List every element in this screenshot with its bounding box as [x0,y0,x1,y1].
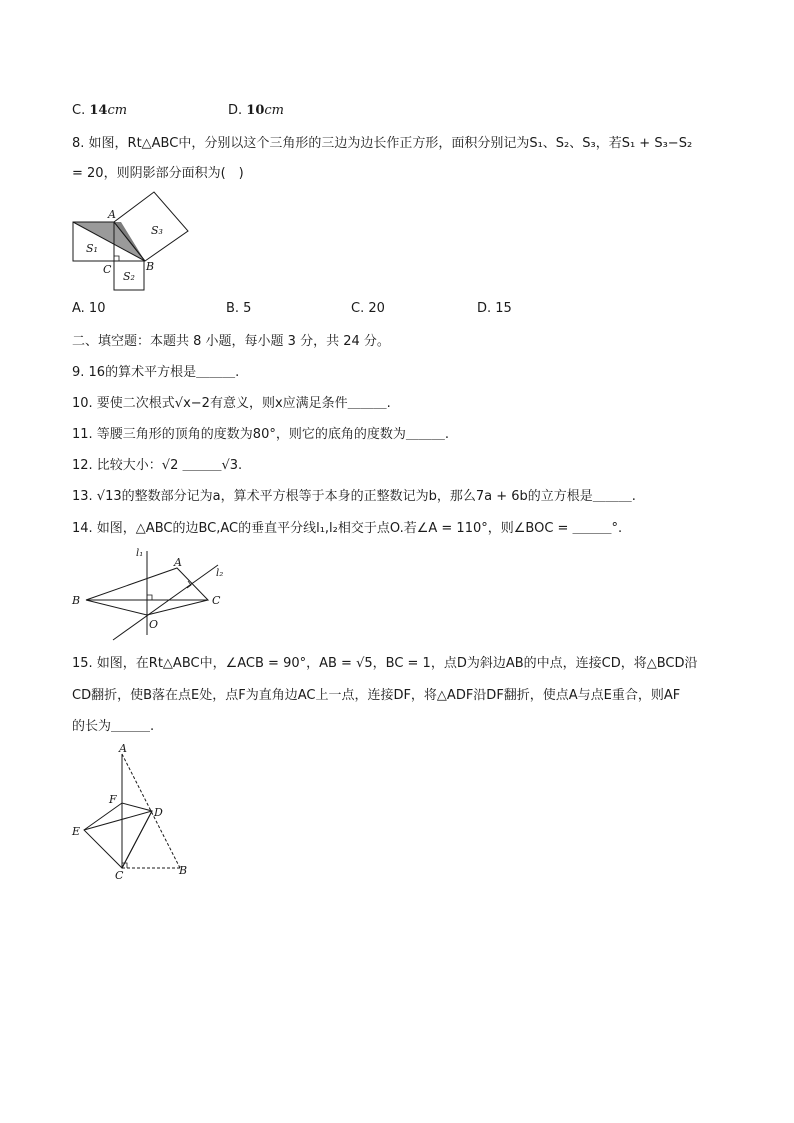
q8-label-b: B [146,260,155,273]
q7-option-d: D. 10cm [228,103,284,118]
q15-label-c: C [115,869,124,880]
q15-label-e: E [72,825,81,838]
q14-label-l1: l₁ [136,548,144,559]
q15-line3: 的长为＿＿＿. [72,719,155,734]
q14-right-angle-l1 [147,595,152,600]
q12: 12. 比较大小：√2 ＿＿＿√3. [72,458,243,473]
q14-line-l2 [113,565,218,640]
q7-option-c: C. 14cm [72,103,128,118]
q10: 10. 要使二次根式√x−2有意义，则x应满足条件＿＿＿. [72,396,391,411]
q8-figure [66,188,196,296]
q15-label-b: B [179,864,188,877]
q15-label-d: D [154,806,163,819]
q14-label-c: C [212,594,221,607]
q15-segment-ed [84,811,152,830]
q14-label-b: B [72,594,81,607]
q14-segment-bo [86,600,147,615]
q8-line1: 8. 如图，Rt△ABC中，分别以这个三角形的三边为边长作正方形，面积分别记为S₁、S₂、S₃，若S₁ + S₃−S₂ [72,136,693,151]
q15-quad-efdc [84,803,152,868]
q8-label-a: A [108,208,116,221]
q15-label-f: F [109,793,117,806]
q14-figure [66,543,236,645]
q8-label-s1: S₁ [86,242,98,255]
q15-label-a: A [119,742,127,755]
q8-label-s3: S₃ [151,224,163,237]
q8-label-c: C [103,263,112,276]
q8-option-b: B. 5 [226,301,252,316]
q15-segment-cd [122,811,152,868]
q14-segment-oc [147,600,208,615]
q8-option-d: D. 15 [477,301,512,316]
q14-label-a: A [174,556,182,569]
q14-label-o: O [149,618,159,631]
q8-option-a: A. 10 [72,301,106,316]
section-heading-fill-in: 二、填空题：本题共 8 小题，每小题 3 分，共 24 分。 [72,334,390,349]
q11: 11. 等腰三角形的顶角的度数为80°，则它的底角的度数为＿＿＿. [72,427,449,442]
q14-text: 14. 如图，△ABC的边BC,AC的垂直平分线l₁,l₂相交于点O.若∠A = 110°，则∠BOC = ＿＿＿°. [72,521,623,536]
q13: 13. √13的整数部分记为a，算术平方根等于本身的正整数记为b，那么7a + 6b的立方根是＿＿＿. [72,489,636,504]
q8-label-s2: S₂ [123,270,135,283]
q9: 9. 16的算术平方根是＿＿＿. [72,365,240,380]
q8-option-c: C. 20 [351,301,385,316]
q8-right-angle-mark [114,256,119,261]
q14-label-l2: l₂ [216,568,224,579]
q15-line2: CD翻折，使B落在点E处，点F为直角边AC上一点，连接DF，将△ADF沿DF翻折，使点A与点E重合，则AF [72,688,681,703]
q15-figure [64,742,204,880]
q8-line2: = 20，则阴影部分面积为( ) [72,166,244,181]
q15-line1: 15. 如图，在Rt△ABC中，∠ACB = 90°，AB = √5，BC = 1，点D为斜边AB的中点，连接CD，将△BCD沿 [72,656,698,671]
